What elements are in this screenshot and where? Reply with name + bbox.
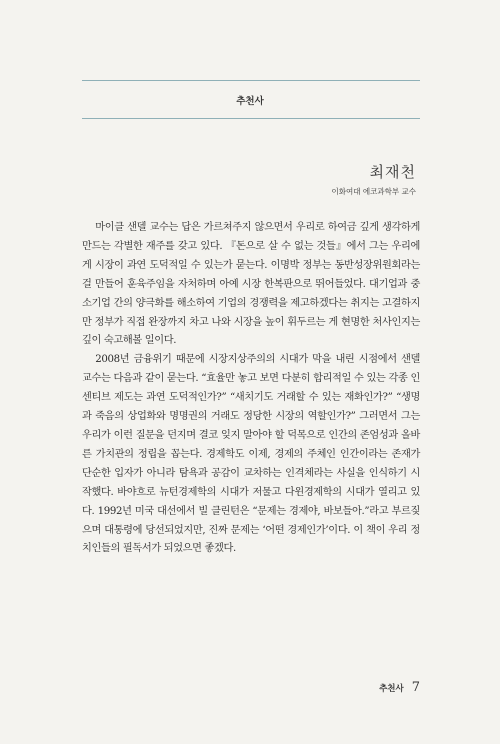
section-title: 추천사 <box>236 96 264 107</box>
body-text <box>82 219 420 559</box>
paragraph-1: 마이클 샌델 교수는 답은 가르쳐주지 않으면서 우리로 하여금 깊게 생각하게 만드는 각별한 재주를 갖고 있다. 『돈으로 살 수 없는 것들』에서 그는 우리에게 시장이 과연 도덕적일 수 있는가 묻는다. 이명박 정부는 동반성장위원회라는 걸 만들어 훈육주임을 자처하며 아예 시장 한복판으로 뛰어들었다. 대기업과 중소기업 간의 양극화를 해소하여 기업의 경쟁력을 제고하겠다는 취지는 고결하지만 정부가 직접 완장까지 차고 나와 시장을 높이 휘두르는 게 현명한 처사인지는 깊이 숙고해볼 일이다. <box>82 222 420 347</box>
header-rule-top <box>82 80 420 81</box>
header-rule-bottom <box>82 118 420 119</box>
author-affiliation: 이화여대 에코과학부 교수 <box>331 187 416 196</box>
author-name: 최재천 <box>369 163 416 181</box>
footer-section-label: 추천사 <box>379 684 404 694</box>
page-footer <box>379 680 420 695</box>
page-number: 7 <box>411 680 420 695</box>
paragraph-2: 2008년 금융위기 때문에 시장지상주의의 시대가 막을 내린 시점에서 샌델 교수는 다음과 같이 묻는다. “효율만 놓고 보면 다분히 합리적일 수 있는 각종 인센티브 제도는 과연 도덕적인가?” “새치기도 거래할 수 있는 재화인가?” “생명과 죽음의 상업화와 명명권의 거래도 정당한 시장의 역할인가?” 그러면서 그는 우리가 이런 질문을 던지며 결코 잊지 말아야 할 덕목으로 인간의 존엄성과 올바른 가치관의 정립을 꼽는다. 경제학도 이제, 경제의 주체인 인간이라는 존재가 단순한 입자가 아니라 탐욕과 공감이 교차하는 인격체라는 사실을 인식하기 시작했다. 바야흐로 뉴턴경제학의 시대가 저물고 다윈경제학의 시대가 열리고 있다. 1992년 미국 대선에서 빌 클린턴은 “문제는 경제야, 바보들아.”라고 부르짖으며 대통령에 당선되었지만, 진짜 문제는 ‘어떤 경제인가’이다. 이 책이 우리 정치인들의 필독서가 되었으면 좋겠다. <box>82 354 421 555</box>
